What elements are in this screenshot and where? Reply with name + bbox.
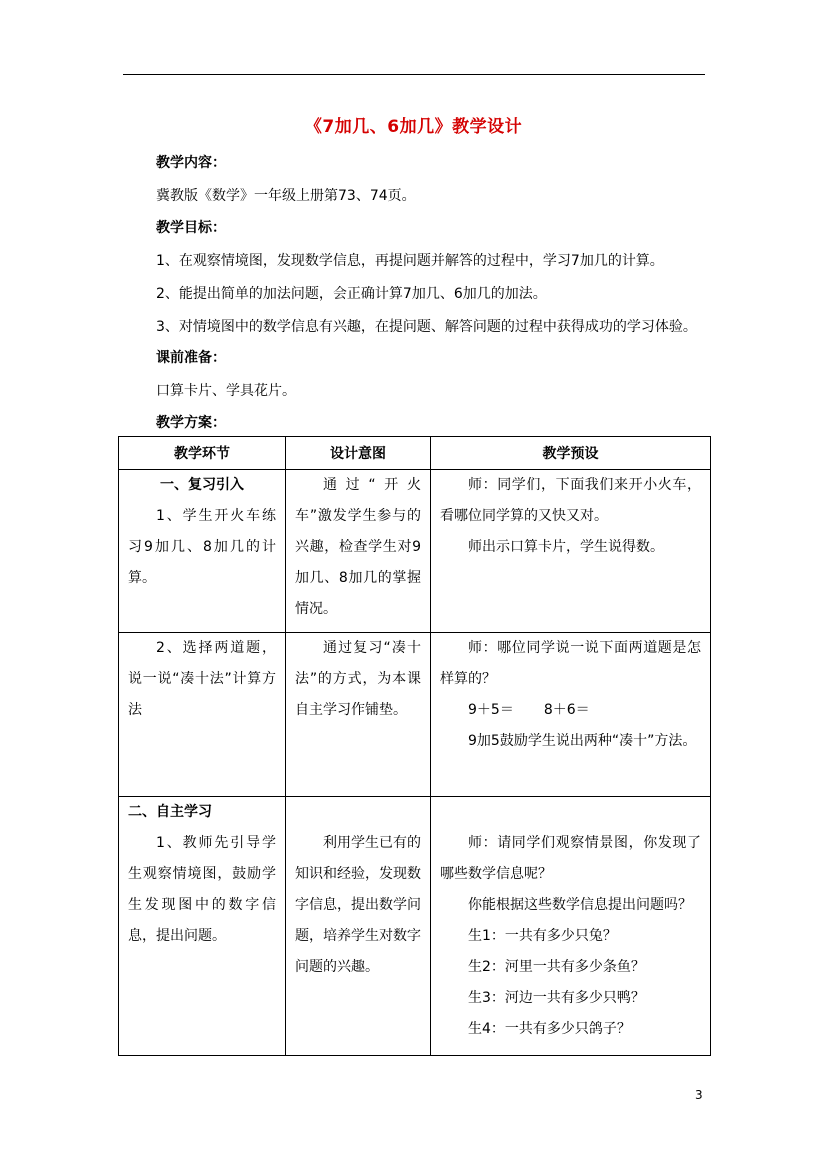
preset-line: 9加5鼓励学生说出两种“凑十”方法。 xyxy=(468,733,697,749)
preset-line: 师：请同学们观察情景图，你发现了哪些数学信息呢？ xyxy=(440,835,701,882)
plan-heading: 教学方案： xyxy=(156,415,226,431)
table-header-row xyxy=(119,437,711,470)
stage-title: 二、自主学习 xyxy=(128,804,212,820)
preset-line: 师出示口算卡片，学生说得数。 xyxy=(468,539,664,555)
preset-line: 你能根据这些数学信息提出问题吗？ xyxy=(468,897,692,913)
preset-equations xyxy=(440,695,701,726)
content-heading: 教学内容： xyxy=(156,155,226,171)
stage-text: 1、学生开火车练习9加几、8加几的计算。 xyxy=(128,508,276,586)
stage-cell xyxy=(119,797,286,1056)
header-rule xyxy=(123,74,705,75)
preset-line: 生3：河边一共有多少只鸭？ xyxy=(468,990,645,1006)
intent-cell xyxy=(286,797,431,1056)
table-row xyxy=(119,470,711,633)
preset-cell xyxy=(431,797,711,1056)
content-text: 冀教版《数学》一年级上册第73、74页。 xyxy=(156,188,416,204)
goal-item-3: 3、对情境图中的数学信息有兴趣，在提问题、解答问题的过程中获得成功的学习体验。 xyxy=(156,319,697,335)
preset-line: 生4：一共有多少只鸽子？ xyxy=(468,1021,631,1037)
intent-text: 通过复习“凑十法”的方式，为本课自主学习作铺垫。 xyxy=(295,640,421,718)
teaching-plan-table xyxy=(118,436,711,1056)
preset-cell xyxy=(431,470,711,633)
intent-text: 利用学生已有的知识和经验，发现数字信息，提出数学问题，培养学生对数字问题的兴趣。 xyxy=(295,835,421,975)
intent-text: 通过“开火车”激发学生参与的兴趣，检查学生对9加几、8加几的掌握情况。 xyxy=(295,477,421,617)
equation-1: 9＋5＝ xyxy=(468,702,514,718)
stage-cell xyxy=(119,470,286,633)
preset-line: 生1：一共有多少只兔？ xyxy=(468,928,617,944)
equation-2: 8＋6＝ xyxy=(543,702,590,718)
stage-title: 一、复习引入 xyxy=(160,477,244,493)
document-title: 《7加几、6加几》教学设计 xyxy=(304,117,523,137)
header-intent: 设计意图 xyxy=(286,437,431,470)
preset-line: 师：同学们，下面我们来开小火车，看哪位同学算的又快又对。 xyxy=(440,477,701,524)
table-row xyxy=(119,633,711,797)
goal-item-1: 1、在观察情境图，发现数学信息，再提问题并解答的过程中，学习7加几的计算。 xyxy=(156,253,664,269)
preset-line: 师：哪位同学说一说下面两道题是怎样算的？ xyxy=(440,640,701,687)
prep-heading: 课前准备： xyxy=(156,350,226,366)
page-number: 3 xyxy=(695,1088,703,1102)
stage-cell xyxy=(119,633,286,797)
header-stage: 教学环节 xyxy=(119,437,286,470)
intent-cell xyxy=(286,470,431,633)
preset-cell xyxy=(431,633,711,797)
intent-cell xyxy=(286,633,431,797)
table-row xyxy=(119,797,711,1056)
header-preset: 教学预设 xyxy=(431,437,711,470)
stage-text: 2、选择两道题，说一说“凑十法”计算方法 xyxy=(128,640,276,718)
stage-text: 1、教师先引导学生观察情境图，鼓励学生发现图中的数字信息，提出问题。 xyxy=(128,835,276,944)
prep-text: 口算卡片、学具花片。 xyxy=(156,383,296,399)
preset-line: 生2：河里一共有多少条鱼？ xyxy=(468,959,645,975)
goal-item-2: 2、能提出简单的加法问题，会正确计算7加几、6加几的加法。 xyxy=(156,286,547,302)
goals-heading: 教学目标： xyxy=(156,220,226,236)
